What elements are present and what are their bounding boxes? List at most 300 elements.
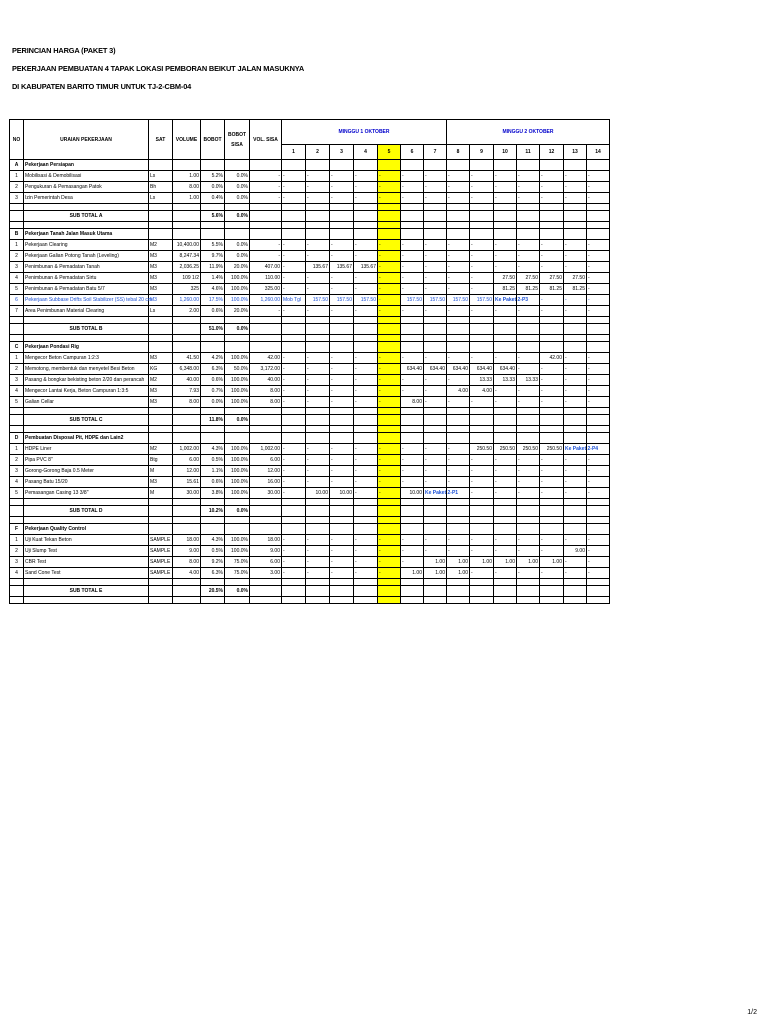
day-cell: - bbox=[306, 284, 330, 295]
day-cell: - bbox=[401, 353, 424, 364]
day-cell: - bbox=[306, 535, 330, 546]
row-no: 6 bbox=[10, 295, 24, 306]
day-cell: 634.40 bbox=[494, 364, 517, 375]
empty-cell bbox=[330, 517, 354, 524]
empty-cell bbox=[494, 433, 517, 444]
day-cell: - bbox=[424, 477, 447, 488]
empty-cell bbox=[587, 506, 610, 517]
day-cell: - bbox=[306, 182, 330, 193]
day-cell: - bbox=[494, 262, 517, 273]
empty-cell bbox=[330, 408, 354, 415]
empty-cell bbox=[447, 586, 470, 597]
day-cell: - bbox=[401, 375, 424, 386]
empty-cell bbox=[494, 586, 517, 597]
day-cell: - bbox=[587, 182, 610, 193]
row-unit: SAMPLE bbox=[149, 535, 173, 546]
subtotal-label: SUB TOTAL B bbox=[24, 324, 149, 335]
empty-cell bbox=[470, 222, 494, 229]
day-cell: - bbox=[517, 546, 540, 557]
section-title: Pekerjaan Pondasi Rig bbox=[24, 342, 149, 353]
empty-cell bbox=[173, 204, 201, 211]
empty-cell bbox=[494, 229, 517, 240]
day-cell: - bbox=[378, 273, 401, 284]
day-cell: 27.50 bbox=[494, 273, 517, 284]
empty-cell bbox=[149, 324, 173, 335]
empty-cell bbox=[401, 342, 424, 353]
row-bobot-sisa: 20.0% bbox=[225, 306, 250, 317]
day-cell: - bbox=[401, 386, 424, 397]
empty-cell bbox=[564, 408, 587, 415]
empty-cell bbox=[24, 579, 149, 586]
day-cell: - bbox=[564, 466, 587, 477]
empty-cell bbox=[564, 597, 587, 604]
empty-cell bbox=[250, 506, 282, 517]
day-cell: - bbox=[564, 557, 587, 568]
empty-cell bbox=[540, 317, 564, 324]
table-row bbox=[10, 251, 610, 262]
empty-cell bbox=[282, 524, 306, 535]
day-cell: - bbox=[424, 353, 447, 364]
empty-cell bbox=[401, 229, 424, 240]
empty-cell bbox=[378, 211, 401, 222]
day-cell: - bbox=[587, 375, 610, 386]
empty-cell bbox=[354, 229, 378, 240]
day-number: 3 bbox=[330, 145, 354, 160]
day-cell: - bbox=[564, 193, 587, 204]
day-cell: 9.00 bbox=[564, 546, 587, 557]
empty-cell bbox=[306, 499, 330, 506]
row-bobot-sisa: 100.0% bbox=[225, 455, 250, 466]
empty-cell bbox=[564, 342, 587, 353]
day-cell: - bbox=[378, 353, 401, 364]
day-cell: - bbox=[470, 171, 494, 182]
empty-cell bbox=[424, 517, 447, 524]
day-cell: - bbox=[564, 295, 587, 306]
day-cell: - bbox=[354, 364, 378, 375]
day-cell: - bbox=[494, 466, 517, 477]
empty-cell bbox=[354, 426, 378, 433]
day-cell: 634.40 bbox=[424, 364, 447, 375]
empty-cell bbox=[173, 317, 201, 324]
empty-cell bbox=[540, 211, 564, 222]
empty-cell bbox=[149, 579, 173, 586]
col-uraian: URAIAN PEKERJAAN bbox=[24, 120, 149, 160]
row-bobot: 6.3% bbox=[201, 568, 225, 579]
page-number: 1/2 bbox=[747, 1009, 757, 1016]
empty-cell bbox=[494, 335, 517, 342]
day-cell: - bbox=[354, 251, 378, 262]
day-cell: - bbox=[470, 353, 494, 364]
empty-cell bbox=[424, 433, 447, 444]
empty-cell bbox=[354, 433, 378, 444]
empty-cell bbox=[587, 408, 610, 415]
row-bobot: 9.7% bbox=[201, 251, 225, 262]
row-unit: Ls bbox=[149, 171, 173, 182]
day-cell: - bbox=[354, 568, 378, 579]
empty-cell bbox=[517, 426, 540, 433]
day-cell: - bbox=[330, 557, 354, 568]
day-cell: - bbox=[354, 444, 378, 455]
table-row bbox=[10, 386, 610, 397]
empty-cell bbox=[306, 222, 330, 229]
day-cell: - bbox=[378, 375, 401, 386]
empty-cell bbox=[330, 426, 354, 433]
row-no: 5 bbox=[10, 397, 24, 408]
empty-cell bbox=[10, 586, 24, 597]
day-cell: 10.00 bbox=[306, 488, 330, 499]
day-cell: - bbox=[378, 364, 401, 375]
day-cell: - bbox=[424, 397, 447, 408]
empty-cell bbox=[447, 517, 470, 524]
row-unit: M bbox=[149, 466, 173, 477]
empty-cell bbox=[424, 579, 447, 586]
day-cell: - bbox=[470, 535, 494, 546]
day-cell: - bbox=[540, 364, 564, 375]
empty-cell bbox=[424, 415, 447, 426]
empty-cell bbox=[401, 524, 424, 535]
day-cell: - bbox=[424, 182, 447, 193]
day-cell: - bbox=[378, 171, 401, 182]
spacer-row bbox=[10, 517, 610, 524]
empty-cell bbox=[470, 499, 494, 506]
day-cell: - bbox=[540, 488, 564, 499]
section-row bbox=[10, 229, 610, 240]
day-cell: - bbox=[540, 477, 564, 488]
day-cell: - bbox=[447, 284, 470, 295]
day-cell: - bbox=[282, 466, 306, 477]
day-cell: - bbox=[447, 273, 470, 284]
day-cell: 27.50 bbox=[540, 273, 564, 284]
empty-cell bbox=[330, 597, 354, 604]
empty-cell bbox=[282, 229, 306, 240]
subtotal-bobot-sisa: 0.0% bbox=[225, 586, 250, 597]
day-cell: - bbox=[517, 535, 540, 546]
empty-cell bbox=[424, 317, 447, 324]
empty-cell bbox=[10, 211, 24, 222]
day-cell: - bbox=[306, 444, 330, 455]
day-cell: - bbox=[517, 466, 540, 477]
day-cell: - bbox=[401, 444, 424, 455]
empty-cell bbox=[470, 229, 494, 240]
empty-cell bbox=[517, 335, 540, 342]
empty-cell bbox=[10, 426, 24, 433]
empty-cell bbox=[424, 204, 447, 211]
row-bobot-sisa: 100.0% bbox=[225, 397, 250, 408]
empty-cell bbox=[540, 524, 564, 535]
empty-cell bbox=[225, 204, 250, 211]
day-cell: 42.00 bbox=[540, 353, 564, 364]
empty-cell bbox=[447, 160, 470, 171]
empty-cell bbox=[540, 433, 564, 444]
empty-cell bbox=[447, 597, 470, 604]
day-cell: - bbox=[282, 568, 306, 579]
day-cell: - bbox=[378, 306, 401, 317]
empty-cell bbox=[517, 517, 540, 524]
empty-cell bbox=[587, 324, 610, 335]
empty-cell bbox=[540, 342, 564, 353]
empty-cell bbox=[282, 408, 306, 415]
day-cell: - bbox=[470, 251, 494, 262]
empty-cell bbox=[378, 324, 401, 335]
empty-cell bbox=[330, 324, 354, 335]
row-vol-sisa: - bbox=[250, 171, 282, 182]
day-cell: - bbox=[401, 273, 424, 284]
empty-cell bbox=[10, 324, 24, 335]
empty-cell bbox=[149, 211, 173, 222]
day-cell: - bbox=[424, 535, 447, 546]
day-cell: - bbox=[564, 240, 587, 251]
empty-cell bbox=[378, 342, 401, 353]
day-cell: - bbox=[354, 375, 378, 386]
empty-cell bbox=[354, 506, 378, 517]
row-vol-sisa: 18.00 bbox=[250, 535, 282, 546]
day-cell: - bbox=[587, 171, 610, 182]
day-number: 4 bbox=[354, 145, 378, 160]
empty-cell bbox=[201, 408, 225, 415]
day-cell: - bbox=[540, 568, 564, 579]
day-cell: 1.00 bbox=[424, 568, 447, 579]
row-unit: SAMPLE bbox=[149, 568, 173, 579]
day-cell: - bbox=[282, 535, 306, 546]
day-cell: 135.67 bbox=[306, 262, 330, 273]
day-cell: - bbox=[330, 455, 354, 466]
empty-cell bbox=[401, 579, 424, 586]
row-volume: 8.00 bbox=[173, 557, 201, 568]
empty-cell bbox=[250, 211, 282, 222]
empty-cell bbox=[517, 524, 540, 535]
schedule-body bbox=[10, 160, 610, 604]
empty-cell bbox=[10, 579, 24, 586]
day-cell: - bbox=[517, 386, 540, 397]
empty-cell bbox=[378, 579, 401, 586]
empty-cell bbox=[201, 597, 225, 604]
empty-cell bbox=[378, 586, 401, 597]
row-description: Pekerjaan Galian Potong Tanah (Leveling) bbox=[24, 251, 149, 262]
week-1-header: MINGGU 1 OKTOBER bbox=[282, 120, 447, 145]
row-description: Pipa PVC 8" bbox=[24, 455, 149, 466]
empty-cell bbox=[517, 342, 540, 353]
empty-cell bbox=[149, 229, 173, 240]
row-unit: M3 bbox=[149, 284, 173, 295]
empty-cell bbox=[24, 597, 149, 604]
day-cell: Ke Paket 2-P4 bbox=[564, 444, 587, 455]
empty-cell bbox=[24, 426, 149, 433]
day-cell: - bbox=[282, 364, 306, 375]
empty-cell bbox=[494, 317, 517, 324]
empty-cell bbox=[306, 342, 330, 353]
empty-cell bbox=[564, 324, 587, 335]
row-volume: 18.00 bbox=[173, 535, 201, 546]
empty-cell bbox=[306, 524, 330, 535]
row-bobot: 0.5% bbox=[201, 546, 225, 557]
day-cell: - bbox=[540, 262, 564, 273]
empty-cell bbox=[587, 335, 610, 342]
empty-cell bbox=[354, 342, 378, 353]
row-volume: 8.00 bbox=[173, 397, 201, 408]
day-cell: - bbox=[424, 386, 447, 397]
day-cell: - bbox=[306, 193, 330, 204]
section-title: Pekerjaan Tanah Jalan Masuk Utama bbox=[24, 229, 149, 240]
row-bobot-sisa: 100.0% bbox=[225, 386, 250, 397]
day-cell: - bbox=[424, 466, 447, 477]
day-cell: 157.50 bbox=[306, 295, 330, 306]
empty-cell bbox=[401, 597, 424, 604]
spacer-row bbox=[10, 335, 610, 342]
empty-cell bbox=[587, 499, 610, 506]
day-cell: - bbox=[540, 193, 564, 204]
subtotal-row bbox=[10, 506, 610, 517]
empty-cell bbox=[306, 415, 330, 426]
row-bobot-sisa: 75.0% bbox=[225, 568, 250, 579]
table-row bbox=[10, 557, 610, 568]
day-cell: - bbox=[564, 386, 587, 397]
row-description: Penimbunan & Pemadatan Sirtu bbox=[24, 273, 149, 284]
day-cell: 1.00 bbox=[401, 568, 424, 579]
empty-cell bbox=[587, 317, 610, 324]
empty-cell bbox=[470, 433, 494, 444]
empty-cell bbox=[149, 222, 173, 229]
day-cell: - bbox=[306, 353, 330, 364]
row-no: 1 bbox=[10, 353, 24, 364]
row-unit: Btg bbox=[149, 455, 173, 466]
row-bobot-sisa: 100.0% bbox=[225, 477, 250, 488]
empty-cell bbox=[401, 433, 424, 444]
day-cell: - bbox=[330, 353, 354, 364]
day-cell: - bbox=[540, 251, 564, 262]
empty-cell bbox=[201, 317, 225, 324]
row-vol-sisa: 6.00 bbox=[250, 557, 282, 568]
day-cell: - bbox=[470, 488, 494, 499]
row-description: Penimbunan & Pemadatan Tanah bbox=[24, 262, 149, 273]
day-cell: - bbox=[564, 568, 587, 579]
day-cell: - bbox=[540, 466, 564, 477]
row-no: 4 bbox=[10, 477, 24, 488]
row-no: 5 bbox=[10, 284, 24, 295]
table-row bbox=[10, 466, 610, 477]
day-cell: - bbox=[540, 535, 564, 546]
day-cell: - bbox=[424, 546, 447, 557]
row-description: Pekerjaan Clearing bbox=[24, 240, 149, 251]
empty-cell bbox=[330, 342, 354, 353]
row-bobot-sisa: 100.0% bbox=[225, 273, 250, 284]
empty-cell bbox=[424, 222, 447, 229]
day-number: 10 bbox=[494, 145, 517, 160]
empty-cell bbox=[250, 324, 282, 335]
row-unit: M3 bbox=[149, 353, 173, 364]
row-vol-sisa: 30.00 bbox=[250, 488, 282, 499]
row-bobot: 0.5% bbox=[201, 455, 225, 466]
empty-cell bbox=[540, 229, 564, 240]
day-cell: - bbox=[517, 364, 540, 375]
empty-cell bbox=[173, 579, 201, 586]
day-cell: - bbox=[517, 477, 540, 488]
row-bobot-sisa: 100.0% bbox=[225, 295, 250, 306]
schedule-table bbox=[9, 119, 610, 604]
empty-cell bbox=[282, 426, 306, 433]
empty-cell bbox=[517, 499, 540, 506]
table-row bbox=[10, 375, 610, 386]
day-cell: - bbox=[354, 466, 378, 477]
empty-cell bbox=[282, 160, 306, 171]
day-cell: - bbox=[494, 182, 517, 193]
day-cell: 13.33 bbox=[517, 375, 540, 386]
day-cell: - bbox=[306, 364, 330, 375]
section-id: C bbox=[10, 342, 24, 353]
empty-cell bbox=[517, 586, 540, 597]
day-cell: 4.00 bbox=[447, 386, 470, 397]
row-no: 2 bbox=[10, 182, 24, 193]
row-bobot-sisa: 100.0% bbox=[225, 375, 250, 386]
empty-cell bbox=[401, 211, 424, 222]
empty-cell bbox=[24, 408, 149, 415]
day-cell: - bbox=[282, 477, 306, 488]
day-cell: - bbox=[494, 171, 517, 182]
day-cell: 135.67 bbox=[354, 262, 378, 273]
day-cell: - bbox=[424, 455, 447, 466]
day-cell: - bbox=[517, 251, 540, 262]
empty-cell bbox=[250, 229, 282, 240]
empty-cell bbox=[470, 597, 494, 604]
day-cell: - bbox=[540, 171, 564, 182]
day-cell: - bbox=[517, 353, 540, 364]
empty-cell bbox=[494, 342, 517, 353]
day-cell: - bbox=[470, 273, 494, 284]
day-cell: - bbox=[494, 240, 517, 251]
empty-cell bbox=[470, 426, 494, 433]
empty-cell bbox=[540, 517, 564, 524]
day-cell: - bbox=[470, 262, 494, 273]
empty-cell bbox=[540, 506, 564, 517]
row-volume: 1,002.00 bbox=[173, 444, 201, 455]
empty-cell bbox=[517, 204, 540, 211]
empty-cell bbox=[517, 229, 540, 240]
day-number: 13 bbox=[564, 145, 587, 160]
empty-cell bbox=[354, 597, 378, 604]
day-cell: - bbox=[282, 488, 306, 499]
day-cell: - bbox=[354, 386, 378, 397]
day-cell: - bbox=[564, 353, 587, 364]
col-volume: VOLUME bbox=[173, 120, 201, 160]
row-description: Sand Cone Test bbox=[24, 568, 149, 579]
empty-cell bbox=[517, 579, 540, 586]
table-row bbox=[10, 182, 610, 193]
section-row bbox=[10, 342, 610, 353]
day-cell: - bbox=[282, 273, 306, 284]
empty-cell bbox=[330, 499, 354, 506]
empty-cell bbox=[354, 222, 378, 229]
empty-cell bbox=[447, 499, 470, 506]
subtotal-bobot: 51.0% bbox=[201, 324, 225, 335]
empty-cell bbox=[378, 415, 401, 426]
row-description: Mengecor Beton Campuran 1:2:3 bbox=[24, 353, 149, 364]
empty-cell bbox=[401, 204, 424, 211]
col-no: NO bbox=[10, 120, 24, 160]
empty-cell bbox=[10, 222, 24, 229]
row-no: 3 bbox=[10, 193, 24, 204]
day-cell: - bbox=[282, 444, 306, 455]
empty-cell bbox=[494, 324, 517, 335]
day-cell: 81.25 bbox=[540, 284, 564, 295]
empty-cell bbox=[564, 426, 587, 433]
row-description: HDPE Liner bbox=[24, 444, 149, 455]
row-volume: 1,260.00 bbox=[173, 295, 201, 306]
day-cell: - bbox=[401, 535, 424, 546]
empty-cell bbox=[424, 524, 447, 535]
row-bobot: 4.3% bbox=[201, 444, 225, 455]
empty-cell bbox=[447, 222, 470, 229]
empty-cell bbox=[306, 517, 330, 524]
empty-cell bbox=[470, 415, 494, 426]
